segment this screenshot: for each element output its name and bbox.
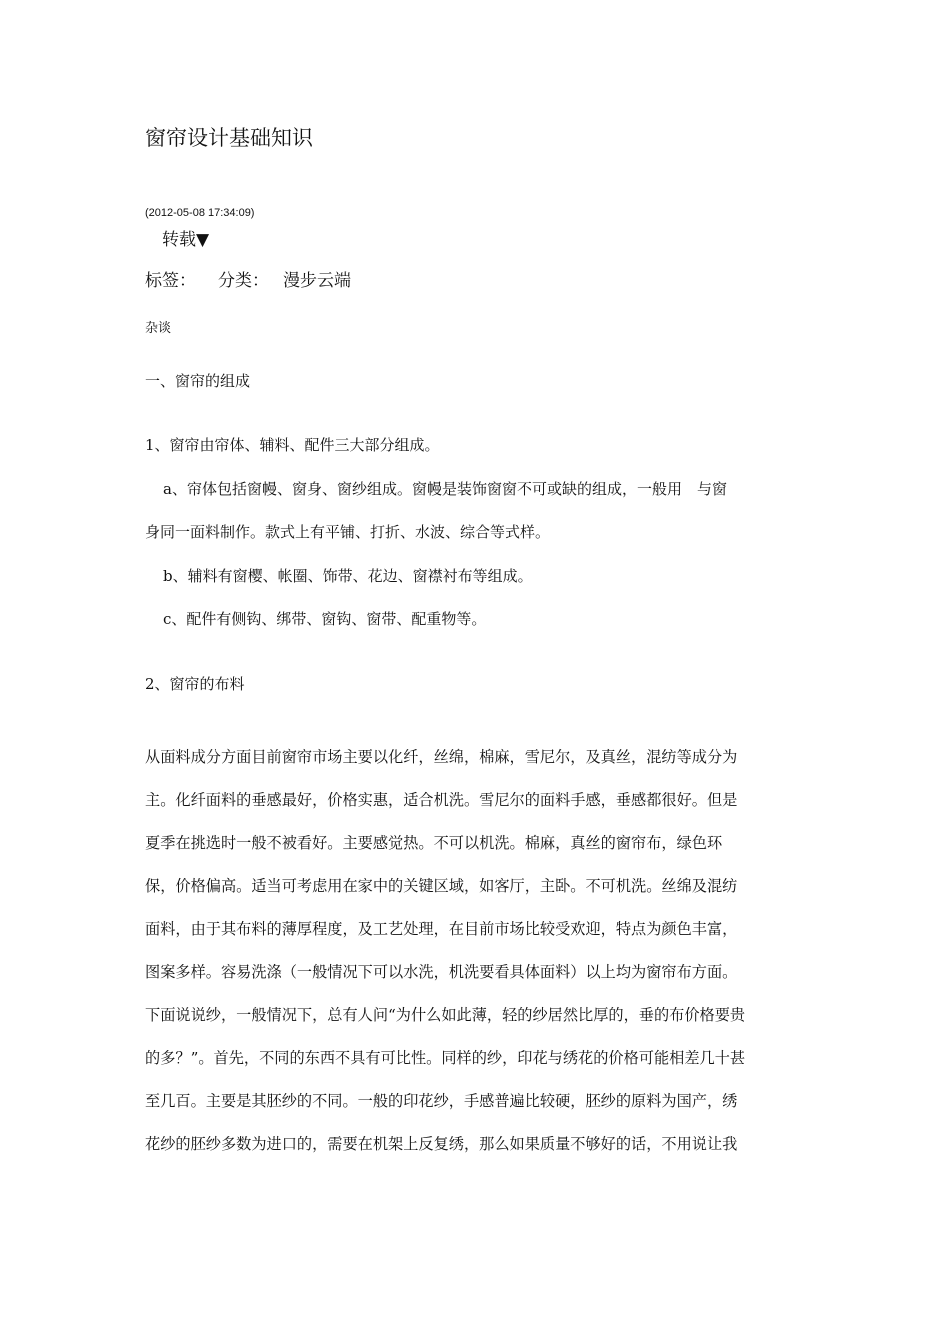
document-title: 窗帘设计基础知识 [145,126,313,150]
tag-link[interactable]: 杂谈 [145,321,172,336]
list-item-1b: b、辅料有窗樱、帐圈、饰带、花边、窗襟衬布等组成。 [163,567,533,585]
paragraph-line: 保，价格偏高。适当可考虑用在家中的关键区域，如客厅，主卧。不可机洗。丝绵及混纺 [145,877,738,895]
post-timestamp: (2012-05-08 17:34:09) [145,207,255,219]
paragraph-line: 的多？”。首先，不同的东西不具有可比性。同样的纱，印花与绣花的价格可能相差几十甚 [145,1049,746,1067]
post-meta [145,266,351,291]
list-item-1a-line1: a、帘体包括窗幔、窗身、窗纱组成。窗幔是装饰窗窗不可或缺的组成，一般用 与窗 [163,480,727,498]
paragraph-line: 下面说说纱，一般情况下，总有人问“为什么如此薄，轻的纱居然比厚的，垂的布价格要贵 [145,1006,746,1024]
paragraph-line: 主。化纤面料的垂感最好，价格实惠，适合机洗。雪尼尔的面料手感，垂感都很好。但是 [145,791,738,809]
category-link[interactable]: 漫步云端 [283,271,351,291]
tags-label: 标签： [145,271,196,291]
list-item-1a-line2: 身同一面料制作。款式上有平铺、打折、水波、综合等式样。 [145,523,551,541]
repost-toggle[interactable]: 转载▼ [162,230,210,250]
paragraph-line: 从面料成分方面目前窗帘市场主要以化纤，丝绵，棉麻，雪尼尔，及真丝，混纺等成分为 [145,748,738,766]
paragraph-line: 图案多样。容易洗涤（一般情况下可以水洗，机洗要看具体面料）以上均为窗帘布方面。 [145,963,738,981]
paragraph-line: 花纱的胚纱多数为进口的，需要在机架上反复绣，那么如果质量不够好的话，不用说让我 [145,1135,738,1153]
paragraph-line: 夏季在挑选时一般不被看好。主要感觉热。不可以机洗。棉麻，真丝的窗帘布，绿色环 [145,834,723,852]
fabric-paragraph [145,736,810,1166]
paragraph-line: 至几百。主要是其胚纱的不同。一般的印花纱，手感普遍比较硬，胚纱的原料为国产，绣 [145,1092,738,1110]
list-item-2: 2、窗帘的布料 [145,675,245,693]
list-item-1: 1、窗帘由帘体、辅料、配件三大部分组成。 [145,436,440,454]
section-heading-composition: 一、窗帘的组成 [145,372,251,390]
paragraph-line: 面料，由于其布料的薄厚程度，及工艺处理，在目前市场比较受欢迎，特点为颜色丰富， [145,920,738,938]
category-label: 分类： [218,271,269,291]
list-item-1c: c、配件有侧钩、绑带、窗钩、窗带、配重物等。 [163,610,487,628]
